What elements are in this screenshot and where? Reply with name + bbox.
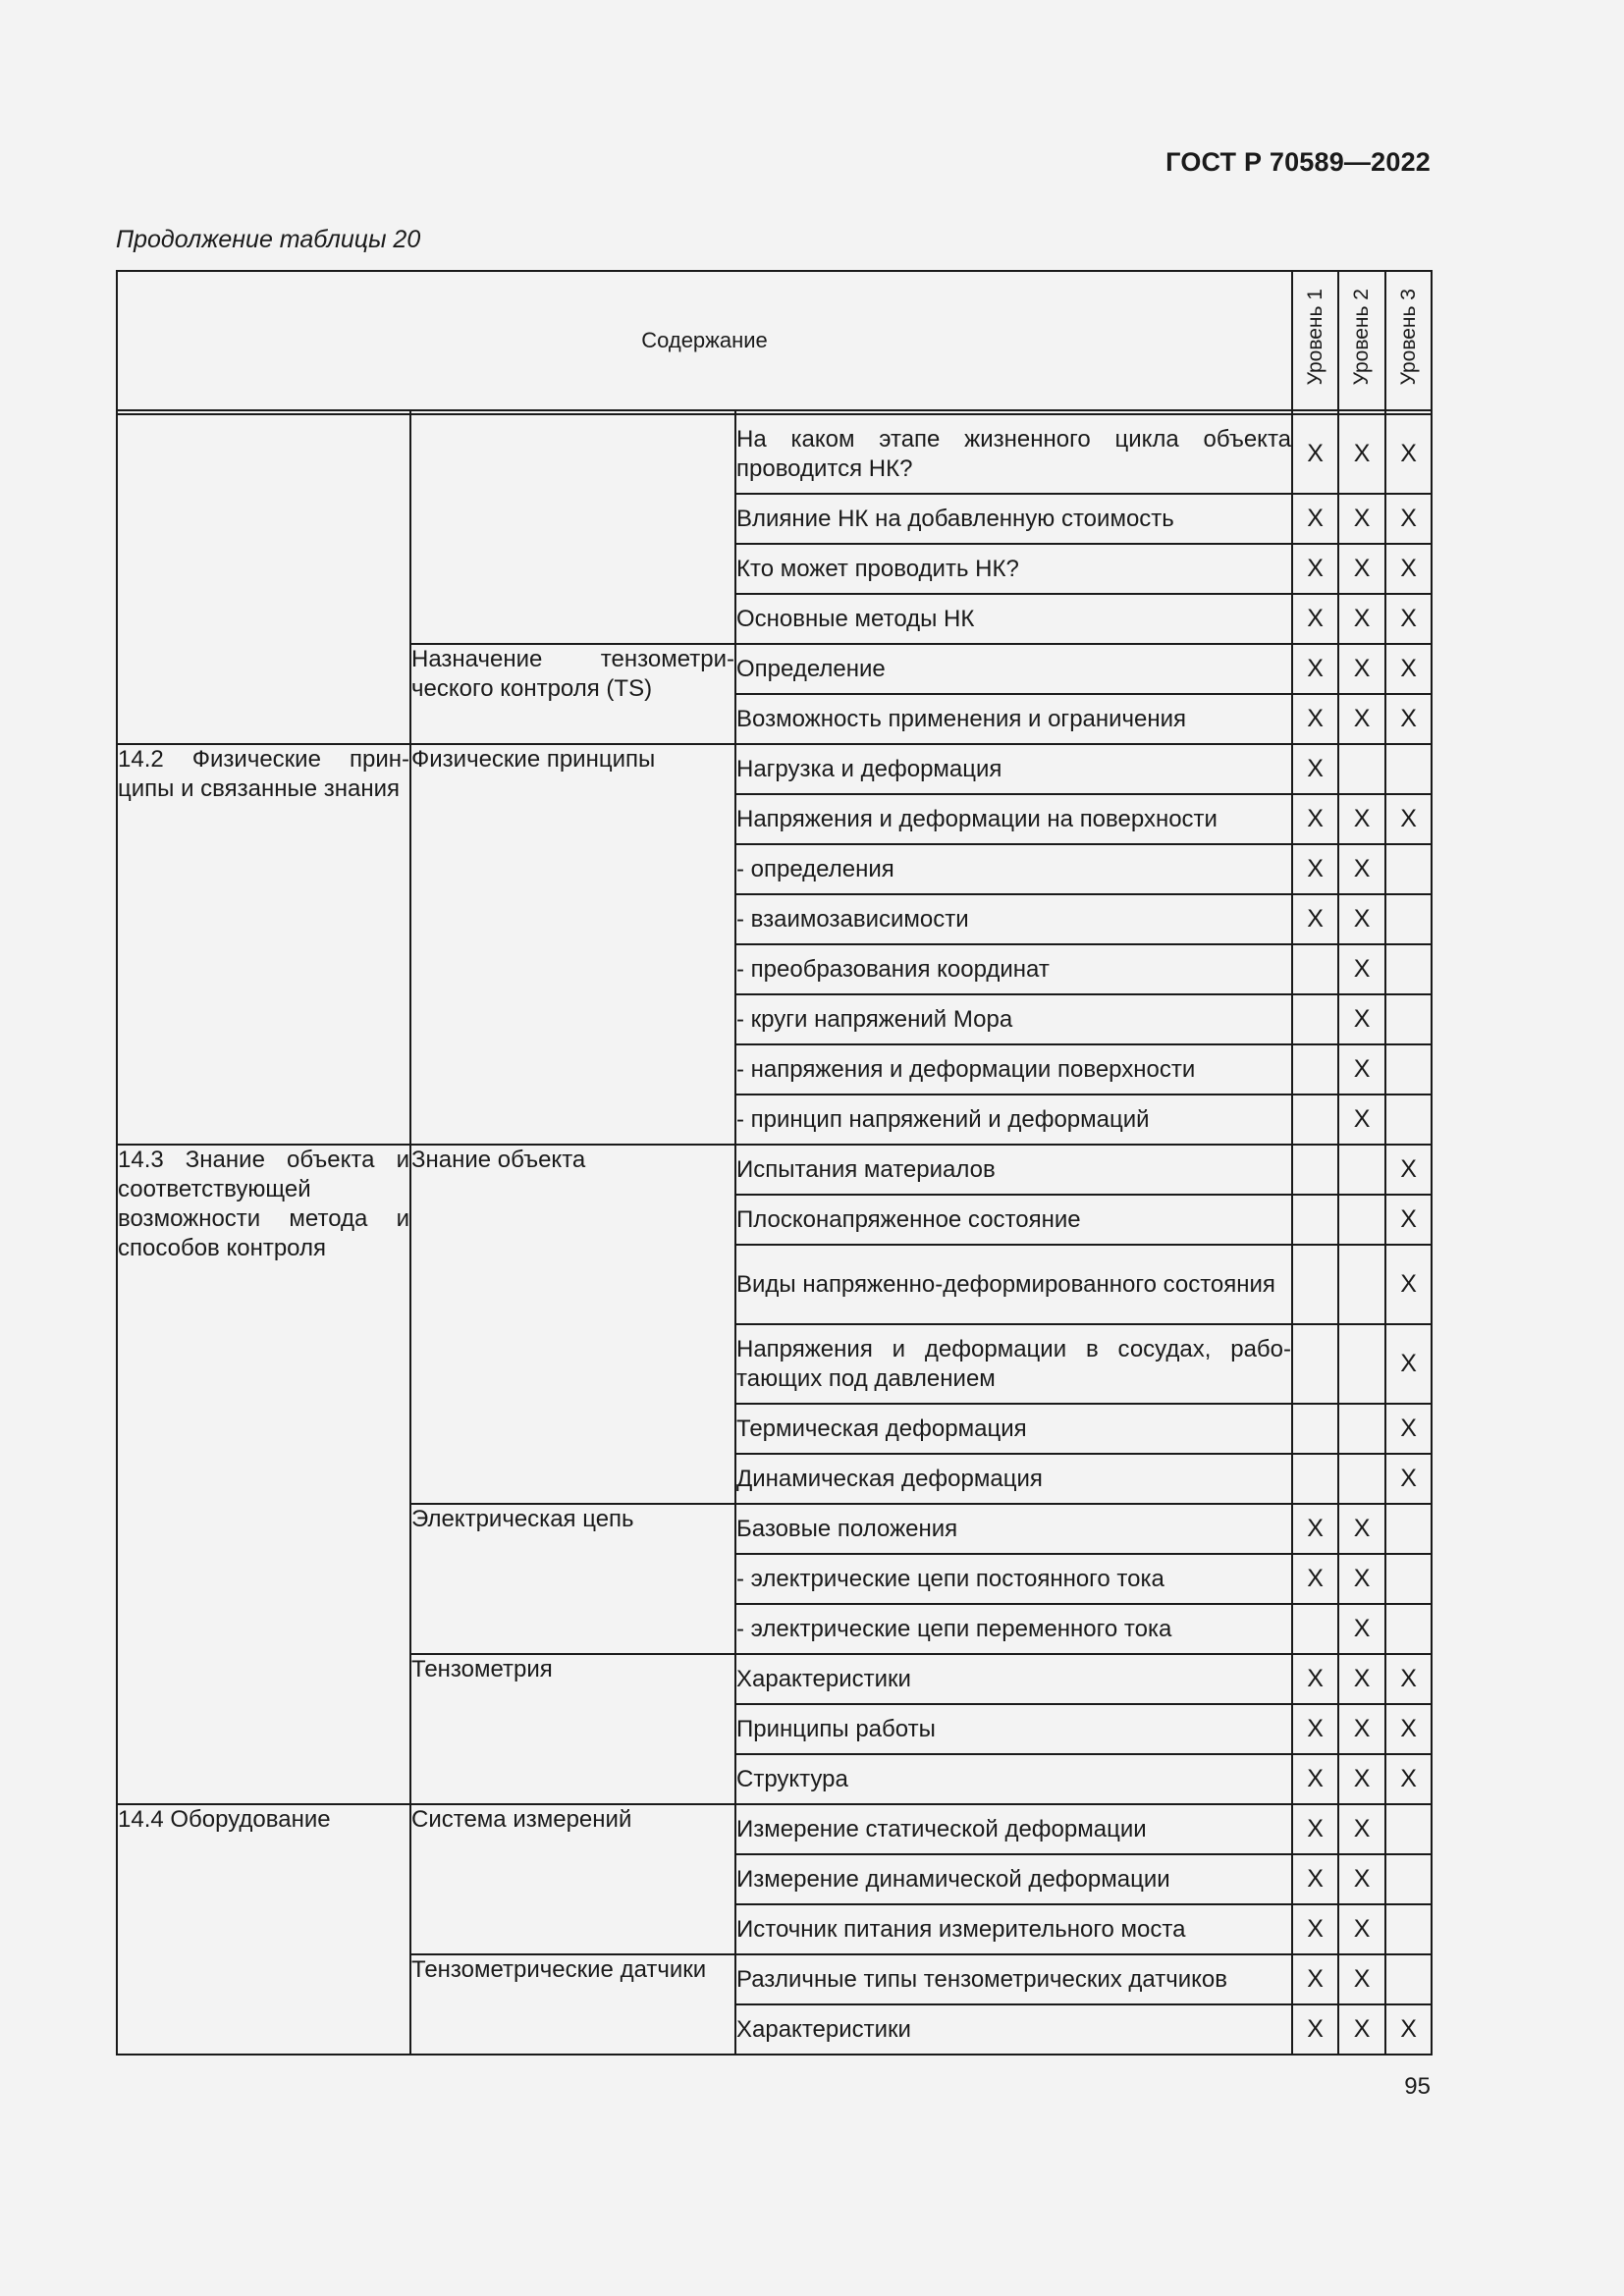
level-2-cell	[1338, 1145, 1385, 1195]
topic-cell: Напряжения и деформации на поверхности	[735, 794, 1292, 844]
level-2-cell: X	[1338, 1704, 1385, 1754]
level-2-cell	[1338, 1454, 1385, 1504]
subsection-cell: Знание объекта	[410, 1145, 735, 1504]
level-2-cell: X	[1338, 944, 1385, 994]
level-2-cell: X	[1338, 1954, 1385, 2004]
level-3-cell: X	[1385, 1145, 1432, 1195]
table-row	[117, 1804, 1432, 1854]
level-3-cell: X	[1385, 414, 1432, 494]
level-3-cell: X	[1385, 1704, 1432, 1754]
topic-cell: Основные методы НК	[735, 594, 1292, 644]
subsection-cell: Физические принципы	[410, 744, 735, 1145]
topic-cell: Базовые положения	[735, 1504, 1292, 1554]
subsection-cell	[410, 414, 735, 644]
level-3-cell: X	[1385, 594, 1432, 644]
section-cell: 14.4 Оборудование	[117, 1804, 410, 2055]
level-3-cell: X	[1385, 1654, 1432, 1704]
topic-cell: Структура	[735, 1754, 1292, 1804]
level-1-cell: X	[1292, 544, 1338, 594]
level-1-header	[1292, 271, 1338, 410]
level-2-cell: X	[1338, 1904, 1385, 1954]
level-1-cell: X	[1292, 1504, 1338, 1554]
level-2-cell: X	[1338, 794, 1385, 844]
level-3-cell	[1385, 844, 1432, 894]
topic-cell: Источник питания измерительного моста	[735, 1904, 1292, 1954]
level-2-cell: X	[1338, 994, 1385, 1044]
level-3-cell: X	[1385, 2004, 1432, 2055]
level-3-cell: X	[1385, 1324, 1432, 1404]
level-2-cell: X	[1338, 1095, 1385, 1145]
level-2-cell: X	[1338, 844, 1385, 894]
level-1-cell: X	[1292, 1754, 1338, 1804]
level-2-cell: X	[1338, 2004, 1385, 2055]
level-1-cell	[1292, 944, 1338, 994]
level-3-cell	[1385, 1504, 1432, 1554]
topic-cell: - круги напряжений Мора	[735, 994, 1292, 1044]
level-3-cell: X	[1385, 694, 1432, 744]
content-table	[116, 270, 1433, 2056]
subsection-cell: Тензометрические датчики	[410, 1954, 735, 2055]
document-code: ГОСТ Р 70589—2022	[1165, 147, 1431, 177]
level-2-cell	[1338, 1245, 1385, 1324]
topic-cell: Нагрузка и деформация	[735, 744, 1292, 794]
section-cell: 14.3 Знание объекта и соответствующей возможности метода и способов контроля	[117, 1145, 410, 1804]
topic-cell: Виды напряженно-деформированного состояния	[735, 1245, 1292, 1324]
level-1-cell: X	[1292, 594, 1338, 644]
table-row	[117, 1145, 1432, 1195]
level-1-cell: X	[1292, 1954, 1338, 2004]
level-2-cell: X	[1338, 1804, 1385, 1854]
topic-cell: Определение	[735, 644, 1292, 694]
level-3-cell: X	[1385, 1404, 1432, 1454]
level-2-cell	[1338, 1404, 1385, 1454]
level-1-cell: X	[1292, 894, 1338, 944]
level-2-cell: X	[1338, 694, 1385, 744]
subsection-cell: Система измерений	[410, 1804, 735, 1954]
level-1-cell: X	[1292, 1554, 1338, 1604]
topic-cell: - электрические цепи переменного тока	[735, 1604, 1292, 1654]
level-2-cell: X	[1338, 594, 1385, 644]
topic-cell: - электрические цепи постоянного тока	[735, 1554, 1292, 1604]
level-1-cell	[1292, 1095, 1338, 1145]
level-3-cell	[1385, 1604, 1432, 1654]
table-row	[117, 414, 1432, 494]
level-3-cell	[1385, 894, 1432, 944]
level-3-cell	[1385, 994, 1432, 1044]
topic-cell: Влияние НК на добавленную стоимость	[735, 494, 1292, 544]
level-1-cell	[1292, 1145, 1338, 1195]
topic-cell: - принцип напряжений и деформаций	[735, 1095, 1292, 1145]
level-1-cell: X	[1292, 1654, 1338, 1704]
level-3-cell: X	[1385, 644, 1432, 694]
topic-cell: - преобразования координат	[735, 944, 1292, 994]
level-3-cell: X	[1385, 1245, 1432, 1324]
level-1-cell	[1292, 1324, 1338, 1404]
level-1-cell: X	[1292, 1804, 1338, 1854]
table-header	[117, 271, 1432, 414]
level-2-cell	[1338, 744, 1385, 794]
level-2-cell: X	[1338, 494, 1385, 544]
level-2-cell: X	[1338, 544, 1385, 594]
level-3-cell: X	[1385, 794, 1432, 844]
level-3-header	[1385, 271, 1432, 410]
topic-cell: - определения	[735, 844, 1292, 894]
level-3-cell	[1385, 1044, 1432, 1095]
topic-cell: Термическая деформация	[735, 1404, 1292, 1454]
level-1-cell	[1292, 1454, 1338, 1504]
topic-cell: Характеристики	[735, 1654, 1292, 1704]
level-1-cell: X	[1292, 414, 1338, 494]
level-1-cell	[1292, 1245, 1338, 1324]
level-3-cell: X	[1385, 1754, 1432, 1804]
level-1-cell	[1292, 1044, 1338, 1095]
subsection-cell: Тензометрия	[410, 1654, 735, 1804]
topic-cell: Напряжения и деформации в сосудах, работающих под давлением	[735, 1324, 1292, 1404]
section-cell	[117, 414, 410, 744]
content-column-header: Содержание	[117, 271, 1292, 410]
level-3-cell	[1385, 944, 1432, 994]
level-3-cell	[1385, 1954, 1432, 2004]
level-3-cell	[1385, 1854, 1432, 1904]
topic-cell: На каком этапе жизненного цикла объекта проводится НК?	[735, 414, 1292, 494]
level-1-label: Уровень 1	[1303, 289, 1326, 386]
level-3-cell: X	[1385, 544, 1432, 594]
level-1-cell: X	[1292, 2004, 1338, 2055]
level-3-cell	[1385, 1554, 1432, 1604]
level-1-cell	[1292, 1195, 1338, 1245]
level-1-cell: X	[1292, 694, 1338, 744]
level-2-cell: X	[1338, 1554, 1385, 1604]
subsection-cell: Электрическая цепь	[410, 1504, 735, 1654]
level-3-cell	[1385, 744, 1432, 794]
level-3-cell: X	[1385, 1195, 1432, 1245]
level-2-label: Уровень 2	[1350, 289, 1374, 386]
level-2-cell: X	[1338, 1604, 1385, 1654]
header-row	[117, 271, 1432, 410]
level-1-cell: X	[1292, 494, 1338, 544]
level-2-cell: X	[1338, 1754, 1385, 1804]
topic-cell: Измерение статической деформации	[735, 1804, 1292, 1854]
table-body	[117, 414, 1432, 2055]
table-caption: Продолжение таблицы 20	[116, 226, 421, 253]
topic-cell: Кто может проводить НК?	[735, 544, 1292, 594]
level-3-cell: X	[1385, 1454, 1432, 1504]
level-1-cell: X	[1292, 1904, 1338, 1954]
level-1-cell	[1292, 1604, 1338, 1654]
topic-cell: - напряжения и деформации поверхности	[735, 1044, 1292, 1095]
topic-cell: Характеристики	[735, 2004, 1292, 2055]
level-2-cell: X	[1338, 1504, 1385, 1554]
level-3-label: Уровень 3	[1396, 289, 1420, 386]
topic-cell: Измерение динамической деформации	[735, 1854, 1292, 1904]
level-2-cell: X	[1338, 1654, 1385, 1704]
section-cell: 14.2 Физические принципы и связанные знания	[117, 744, 410, 1145]
level-3-cell	[1385, 1804, 1432, 1854]
level-2-cell: X	[1338, 1044, 1385, 1095]
level-1-cell: X	[1292, 1704, 1338, 1754]
level-1-cell: X	[1292, 844, 1338, 894]
page-number: 95	[1404, 2073, 1431, 2100]
level-1-cell	[1292, 994, 1338, 1044]
subsection-cell: Назначение тензометрического контроля (TS)	[410, 644, 735, 744]
topic-cell: - взаимозависимости	[735, 894, 1292, 944]
level-2-cell: X	[1338, 414, 1385, 494]
topic-cell: Испытания материалов	[735, 1145, 1292, 1195]
table-row	[117, 744, 1432, 794]
level-2-cell	[1338, 1195, 1385, 1245]
level-2-cell	[1338, 1324, 1385, 1404]
level-3-cell	[1385, 1095, 1432, 1145]
topic-cell: Принципы работы	[735, 1704, 1292, 1754]
level-1-cell: X	[1292, 1854, 1338, 1904]
topic-cell: Плосконапряженное состояние	[735, 1195, 1292, 1245]
level-2-header	[1338, 271, 1385, 410]
level-2-cell: X	[1338, 644, 1385, 694]
level-3-cell: X	[1385, 494, 1432, 544]
level-3-cell	[1385, 1904, 1432, 1954]
topic-cell: Динамическая деформация	[735, 1454, 1292, 1504]
level-1-cell: X	[1292, 644, 1338, 694]
level-1-cell: X	[1292, 744, 1338, 794]
topic-cell: Различные типы тензометрических датчиков	[735, 1954, 1292, 2004]
topic-cell: Возможность применения и ограничения	[735, 694, 1292, 744]
level-2-cell: X	[1338, 1854, 1385, 1904]
level-1-cell	[1292, 1404, 1338, 1454]
level-1-cell: X	[1292, 794, 1338, 844]
level-2-cell: X	[1338, 894, 1385, 944]
